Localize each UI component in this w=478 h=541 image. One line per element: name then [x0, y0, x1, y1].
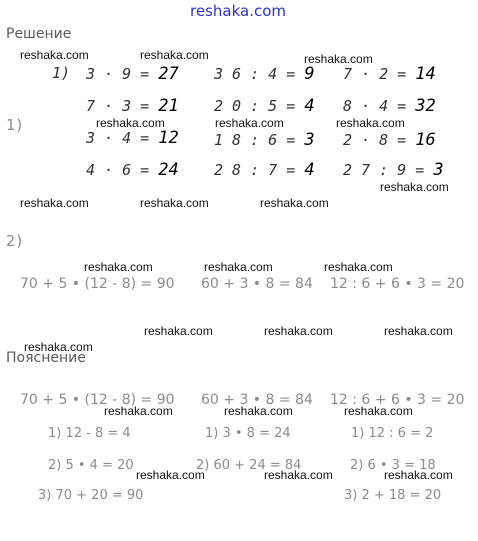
- part2-expression: 60 + 3 • 8 = 84: [201, 276, 313, 292]
- site-title[interactable]: reshaka.com: [190, 2, 286, 20]
- watermark: reshaka.com: [24, 340, 93, 354]
- handwritten-equation: 2 0 : 5 = 4: [214, 96, 315, 116]
- explanation-step: 2) 5 • 4 = 20: [48, 458, 134, 473]
- explanation-step: 2) 60 + 24 = 84: [196, 458, 302, 473]
- watermark: reshaka.com: [344, 404, 413, 418]
- handwritten-prefix: 1): [52, 64, 71, 82]
- watermark: reshaka.com: [140, 48, 209, 62]
- watermark: reshaka.com: [144, 324, 213, 338]
- watermark: reshaka.com: [384, 468, 453, 482]
- part1-label: 1): [6, 116, 25, 134]
- handwritten-equation: 7 · 3 = 21: [86, 96, 179, 116]
- handwritten-equation: 3 · 4 = 12: [86, 128, 179, 148]
- explanation-step: 1) 12 - 8 = 4: [48, 426, 131, 441]
- watermark: reshaka.com: [260, 196, 329, 210]
- explanation-step: 3) 2 + 18 = 20: [344, 488, 442, 503]
- watermark: reshaka.com: [20, 48, 89, 62]
- handwritten-equation: 2 · 8 = 16: [343, 130, 436, 150]
- watermark: reshaka.com: [380, 180, 449, 194]
- solution-heading: Решение: [6, 26, 72, 42]
- part2-label: 2): [6, 232, 25, 250]
- handwritten-equation: 2 8 : 7 = 4: [214, 160, 315, 180]
- handwritten-equation: 2 7 : 9 = 3: [343, 160, 444, 180]
- watermark: reshaka.com: [104, 404, 173, 418]
- handwritten-equation: 3 · 9 = 27: [86, 64, 179, 84]
- watermark: reshaka.com: [84, 260, 153, 274]
- watermark: reshaka.com: [215, 116, 284, 130]
- handwritten-equation: 7 · 2 = 14: [343, 64, 436, 84]
- handwritten-equation: 4 · 6 = 24: [86, 160, 179, 180]
- handwritten-equation: 3 6 : 4 = 9: [214, 64, 315, 84]
- explanation-expression: 70 + 5 • (12 - 8) = 90: [20, 392, 175, 408]
- watermark: reshaka.com: [136, 468, 205, 482]
- explanation-heading: Пояснение: [6, 350, 86, 366]
- explanation-step: 1) 12 : 6 = 2: [351, 426, 434, 441]
- explanation-expression: 60 + 3 • 8 = 84: [201, 392, 313, 408]
- explanation-step: 2) 6 • 3 = 18: [350, 458, 436, 473]
- watermark: reshaka.com: [336, 116, 405, 130]
- watermark: reshaka.com: [96, 116, 165, 130]
- part2-expression: 12 : 6 + 6 • 3 = 20: [330, 276, 465, 292]
- watermark: reshaka.com: [324, 260, 393, 274]
- watermark: reshaka.com: [264, 468, 333, 482]
- watermark: reshaka.com: [20, 196, 89, 210]
- watermark: reshaka.com: [264, 324, 333, 338]
- handwritten-equation: 1 8 : 6 = 3: [214, 130, 315, 150]
- part2-expression: 70 + 5 • (12 - 8) = 90: [20, 276, 175, 292]
- handwritten-equation: 8 · 4 = 32: [343, 96, 436, 116]
- watermark: reshaka.com: [304, 52, 373, 66]
- watermark: reshaka.com: [224, 404, 293, 418]
- explanation-expression: 12 : 6 + 6 • 3 = 20: [330, 392, 465, 408]
- explanation-step: 3) 70 + 20 = 90: [38, 488, 144, 503]
- watermark: reshaka.com: [204, 260, 273, 274]
- explanation-step: 1) 3 • 8 = 24: [205, 426, 291, 441]
- watermark: reshaka.com: [140, 196, 209, 210]
- watermark: reshaka.com: [384, 324, 453, 338]
